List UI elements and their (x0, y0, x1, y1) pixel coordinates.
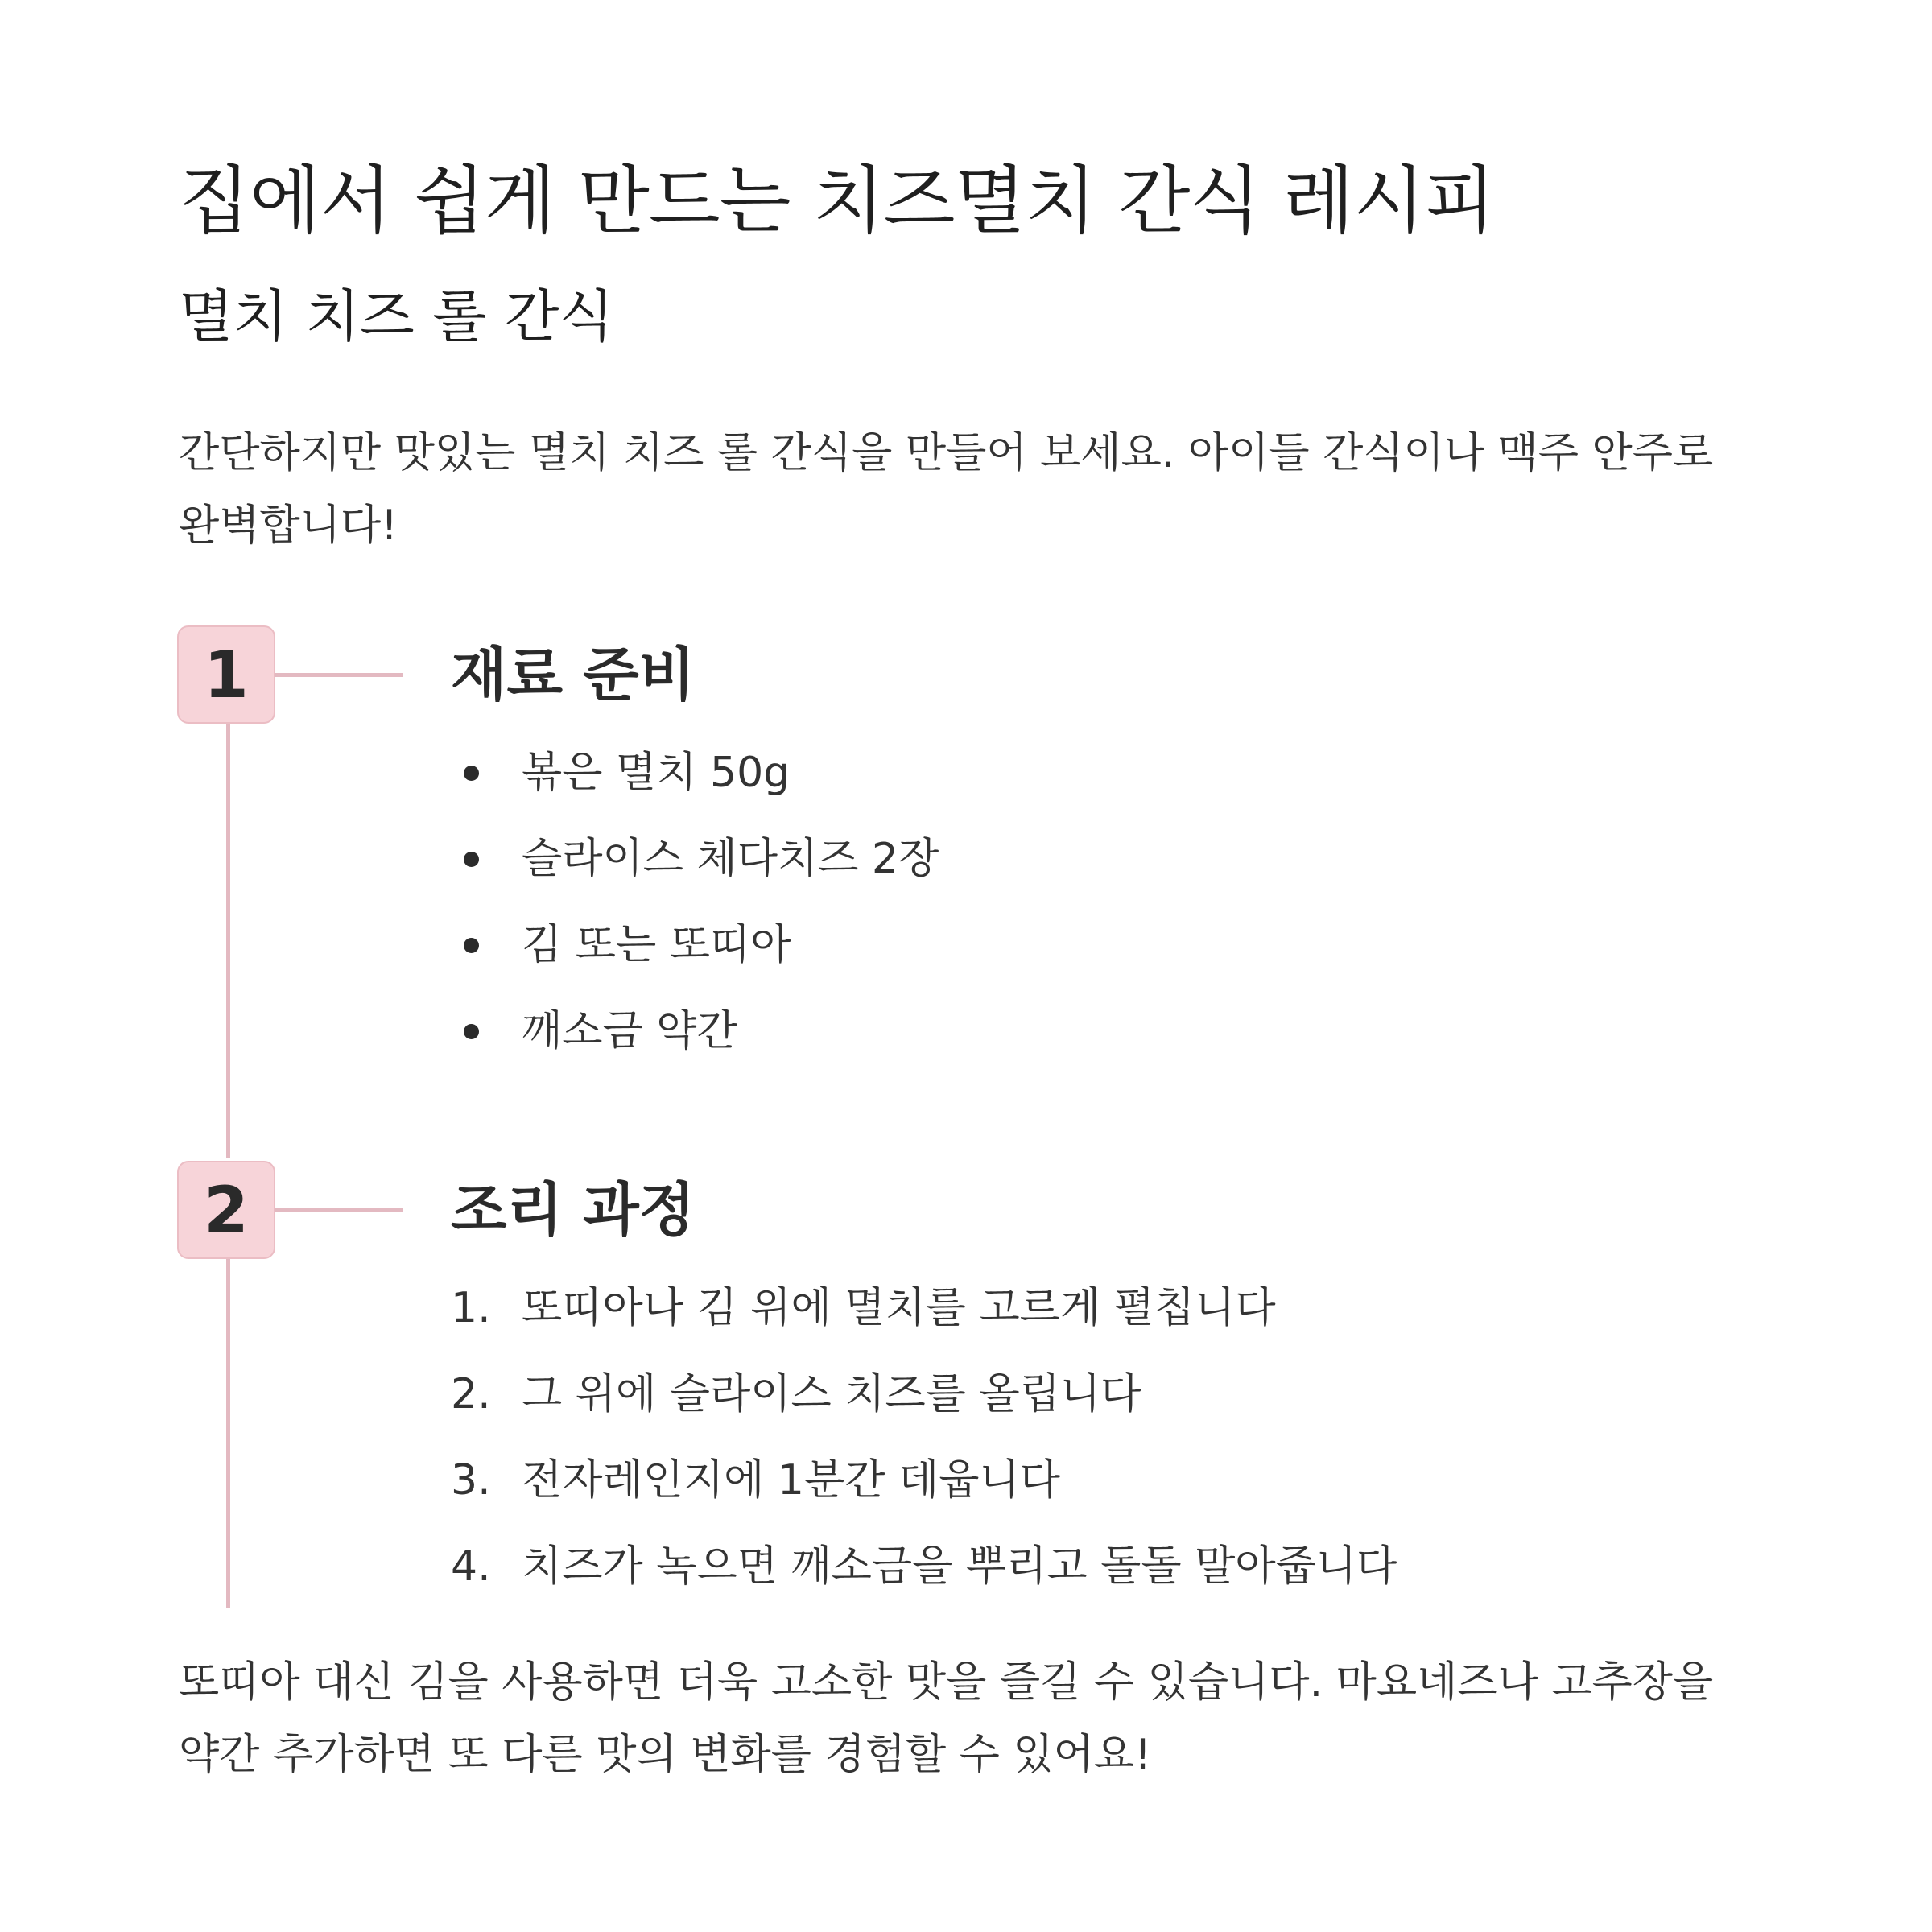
step-number: 1. (451, 1284, 491, 1332)
list-item (451, 1352, 1397, 1438)
ingredient-list (451, 730, 939, 1075)
instruction-text: 그 위에 슬라이스 치즈를 올립니다 (522, 1370, 1141, 1418)
page-subtitle: 멸치 치즈 롤 간식 (179, 283, 614, 349)
ingredient-text: 깨소금 약간 (522, 1007, 737, 1055)
timeline-line-step-2 (226, 1258, 230, 1608)
list-item (451, 989, 939, 1075)
ingredient-text: 볶은 멸치 50g (522, 749, 791, 797)
page-title: 집에서 쉽게 만드는 치즈멸치 간식 레시피 (179, 158, 1496, 244)
instruction-text: 전자레인지에 1분간 데웁니다 (522, 1456, 1060, 1505)
step-badge-2: 2 (177, 1161, 275, 1259)
step-connector-2 (275, 1208, 402, 1212)
bullet-icon (464, 938, 479, 953)
instruction-text: 치즈가 녹으면 깨소금을 뿌리고 돌돌 말아줍니다 (522, 1542, 1397, 1591)
timeline-line-step-1 (226, 723, 230, 1158)
step-number: 3. (451, 1456, 491, 1505)
list-item (451, 816, 939, 902)
instruction-text: 또띠아나 김 위에 멸치를 고르게 펼칩니다 (522, 1284, 1276, 1332)
step-connector-1 (275, 673, 402, 677)
list-item (451, 1524, 1397, 1610)
step-title-1: 재료 준비 (451, 641, 696, 708)
bullet-icon (464, 1024, 479, 1039)
ingredient-text: 슬라이스 체다치즈 2장 (522, 835, 939, 883)
intro-paragraph: 간단하지만 맛있는 멸치 치즈 롤 간식을 만들어 보세요. 아이들 간식이나 맥주 안주로 완벽합니다! (179, 429, 1714, 550)
step-badge-1: 1 (177, 625, 275, 724)
recipe-header (179, 153, 1757, 562)
bullet-icon (464, 766, 479, 781)
list-item (451, 1438, 1397, 1524)
step-number: 4. (451, 1542, 491, 1591)
list-item (451, 902, 939, 989)
step-number: 2. (451, 1370, 491, 1418)
list-item (451, 730, 939, 816)
tip-paragraph: 또띠아 대신 김을 사용하면 더욱 고소한 맛을 즐길 수 있습니다. 마요네즈나 고추장을 약간 추가하면 또 다른 맛의 변화를 경험할 수 있어요! (179, 1658, 1714, 1779)
step-title-2: 조리 과정 (451, 1176, 696, 1244)
list-item (451, 1265, 1397, 1352)
ingredient-text: 김 또는 또띠아 (522, 921, 791, 969)
bullet-icon (464, 852, 479, 867)
instruction-list (451, 1265, 1397, 1610)
